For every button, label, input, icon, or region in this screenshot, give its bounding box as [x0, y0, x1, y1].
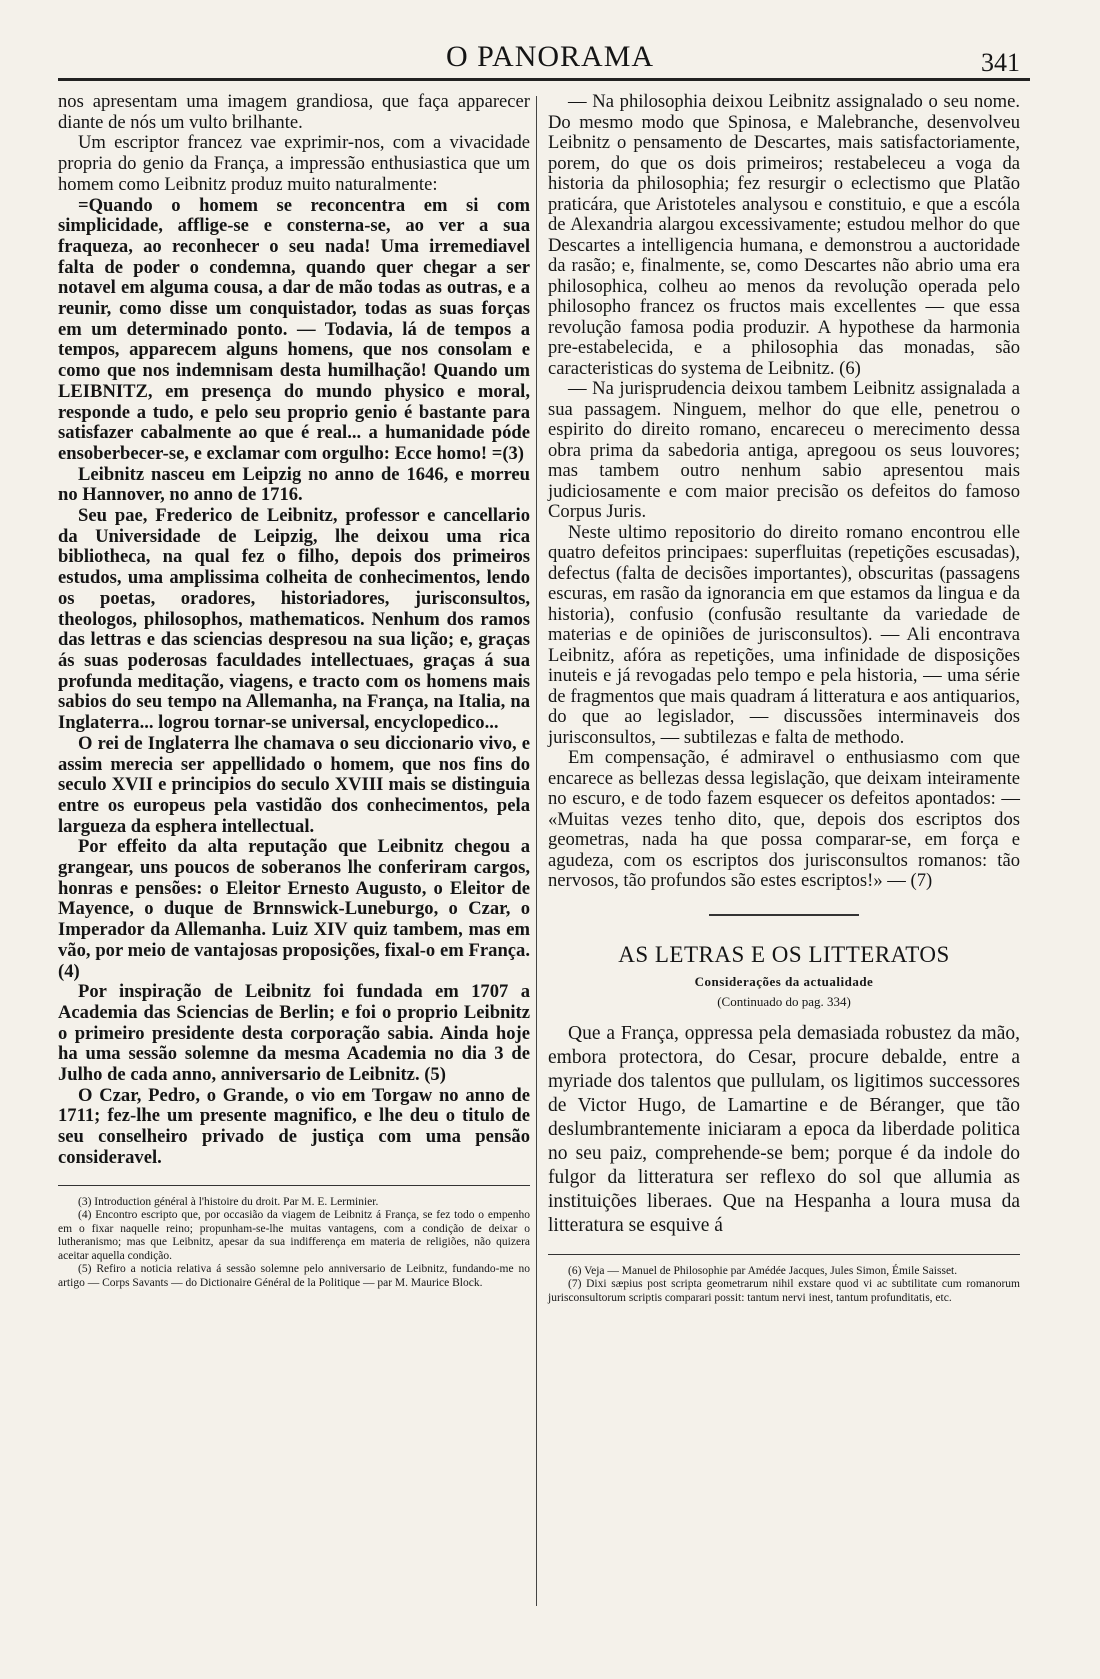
right-column [548, 92, 1020, 1305]
paragraph: Neste ultimo repositorio do direito romano encontrou elle quatro defeitos principaes: superfluitas (repetições escusadas), defectus (falta de decisões importantes), obscuritas (passagens escuras, em rasão da ignorancia em que estamos da lingua e da historia), confusio (confusão resultante da variedade de materias e de opiniões de jurisconsultos). — Ali encontrava Leibnitz, afóra as repetições, uma infinidade de disposições inuteis e já revogadas pelo tempo e pela historia, — uma série de fragmentos que mais quadram á litteratura e aos antiquarios, do que ao legislador, — discussões interminaveis dos jurisconsultos, — subtilezas e falta de methodo. [548, 521, 1020, 748]
paragraph: — Na philosophia deixou Leibnitz assignalado o seu nome. Do mesmo modo que Spinosa, e Malebranche, desenvolveu Leibnitz o pensamento de Descartes, mais satisfactoriamente, porem, do que os dois primeiros; restabeleceu a voga da historia da philosophia; fez resurgir o eclectismo que Platão praticára, que Aristoteles analysou e constituio, e que a escóla de Alexandria alargou excessivamente; estudou melhor do que Descartes a intelligencia humana, e demonstrou a auctoridade da rasão; e, finalmente, se, como Descartes não abrio uma era philosophica, colheu ao menos da revolução operada pelo philosopho francez os fructos mais excellentes — que essa revolução famosa podia produzir. A hypothese da harmonia pre-estabelecida, e a philosophia das monadas, são caracteristicas do systema de Leibnitz. (6) [548, 91, 1020, 379]
paragraph: Em compensação, é admiravel o enthusiasmo com que encarece as bellezas dessa legislação, que deixam inteiramente no escuro, e de todo fazem esquecer os defeitos apontados: — «Muitas vezes tenho dito, que, depois dos escriptos dos geometras, nada ha que possa comparar-se, em força e agudeza, com os escriptos dos jurisconsultos romanos: tão nervosos, tão profundos são estes escriptos!» — (7) [548, 747, 1020, 891]
paragraph: Seu pae, Frederico de Leibnitz, professor e cancellario da Universidade de Leipzig, lhe deixou uma rica bibliotheca, na qual fez o filho, depois dos primeiros estudos, uma amplissima colheita de conhecimentos, lendo os poetas, oradores, historiadores, jurisconsultos, theologos, philosophos, mathematicos. Nenhum dos ramos das lettras e das sciencias despresou na sua lição; e, graças ás suas poderosas faculdades intellectuaes, graças á sua profunda meditação, viagens, e tracto com os homens mais sabios do seu tempo na Allemanha, na França, na Italia, na Inglaterra... logrou tornar-se universal, encyclopedico... [58, 505, 530, 734]
section-subtitle: Considerações da actualidade [694, 973, 874, 989]
column-separator [536, 96, 537, 1606]
footnote-rule [58, 1185, 530, 1186]
section-continued-note: (Continuado do pag. 334) [717, 993, 851, 1009]
paragraph: O Czar, Pedro, o Grande, o vio em Torgaw no anno de 1711; fez-lhe um presente magnifico, e lhe deu o titulo de seu conselheiro privado de justiça com uma pensão consideravel. [58, 1084, 530, 1168]
section-title: AS LETRAS E OS LITTERATOS [618, 941, 950, 967]
footnote: (7) Dixi sæpius post scripta geometrarum nihil exstare quod vi ac subtilitate cum romanorum jurisconsultorum scriptis comparari possit: tantum nervi inest, tantum profunditatis, etc. [548, 1278, 1020, 1304]
paragraph: nos apresentam uma imagem grandiosa, que faça apparecer diante de nós um vulto brilhante. [58, 91, 530, 133]
paragraph: — Na jurisprudencia deixou tambem Leibnitz assignalada a sua passagem. Ninguem, melhor do que elle, penetrou o espirito do direito romano, encareceu o merecimento dessa obra prima da sabedoria antiga, apregoou os seus louvores; mas tambem outro nenhum sabio apresentou mais judiciosamente e com maior precisão os defeitos do famoso Corpus Juris. [548, 378, 1020, 522]
footnote: (3) Introduction général à l'histoire du droit. Par M. E. Lerminier. [78, 1195, 379, 1208]
footnote-rule [548, 1254, 1020, 1255]
paragraph: Por inspiração de Leibnitz foi fundada em 1707 a Academia das Sciencias de Berlin; e foi o proprio Leibnitz o primeiro presidente desta corporação sabia. Ainda hoje ha uma sessão solemne da mesma Academia no dia 3 de Julho de cada anno, anniversario de Leibnitz. (5) [58, 981, 530, 1086]
paragraph: =Quando o homem se reconcentra em si com simplicidade, afflige-se e consterna-se, ao ver a sua fraqueza, ao reconhecer o seu nada! Uma irremediavel falta de poder o condemna, quando quer chegar a ser notavel em alguma cousa, a dar de mão todas as outras, e a reunir, como disse um conquistador, todas as suas forças em um determinado ponto. — Todavia, lá de tempos a tempos, apparecem alguns homens, que nos consolam e como que nos indemnisam desta humilhação! Quando um LEIBNITZ, em presença do mundo physico e moral, responde a tudo, e pelo seu proprio genio é bastante para satisfazer cabalmente ao que é real... a humanidade póde ensoberbecer-se, e exclamar com orgulho: Ecce homo! =(3) [58, 194, 530, 464]
footnote: (4) Encontro escripto que, por occasião da viagem de Leibnitz á França, se fez todo o empenho em o fixar naquelle reino; propunham-se-lhe muitas vantagens, com a condição de deixar o lutheranismo; mas que Leibnitz, apesar da sua indifferença em materia de religiões, não quizera aceitar aquella condição. [58, 1209, 530, 1262]
page-header-title: O PANORAMA [445, 40, 655, 73]
page-number: 341 [981, 48, 1020, 77]
paragraph: O rei de Inglaterra lhe chamava o seu diccionario vivo, e assim merecia ser appellidado o homem, que nos fins do seculo XVII e principios do seculo XVIII mais se distinguia entre os europeus pela vastidão dos conhecimentos, pela largueza da esphera intellectual. [58, 732, 530, 837]
header-rule [58, 78, 1030, 81]
footnote: (6) Veja — Manuel de Philosophie par Amédée Jacques, Jules Simon, Émile Saisset. [568, 1264, 958, 1277]
paragraph: Leibnitz nasceu em Leipzig no anno de 1646, e morreu no Hannover, no anno de 1716. [58, 463, 530, 506]
left-column [58, 92, 530, 1290]
paragraph: Um escriptor francez vae exprimir-nos, com a vivacidade propria do genio da França, a impressão enthusiastica que um homem como Leibnitz produz muito naturalmente: [58, 132, 530, 195]
paragraph: Que a França, oppressa pela demasiada robustez da mão, embora protectora, do Cesar, procure debalde, entre a myriade dos talentos que pullulam, os ligitimos successores de Victor Hugo, de Lamartine e de Béranger, que tão deslumbrantemente iniciaram a epoca da liberdade politica no seu paiz, comprehende-se bem; porque é da indole do fulgor da litteratura ser reflexo do sol que allumia as instituições liberaes. Que na Hespanha a loura musa da litteratura se esquive á [548, 1022, 1020, 1236]
section-divider [709, 914, 859, 916]
footnote: (5) Refiro a noticia relativa á sessão solemne pelo anniversario de Leibnitz, fundando-me no artigo — Corps Savants — do Dictionaire Général de la Politique — par M. Maurice Block. [58, 1263, 530, 1289]
paragraph: Por effeito da alta reputação que Leibnitz chegou a grangear, uns poucos de soberanos lhe conferiram cargos, honras e pensões: o Eleitor Ernesto Augusto, o Eleitor de Mayence, o duque de Brnnswick-Luneburgo, o Czar, o Imperador da Allemanha. Luiz XIV quiz tambem, mas em vão, por meio de vantajosas proposições, fixal-o em França. (4) [58, 836, 530, 982]
